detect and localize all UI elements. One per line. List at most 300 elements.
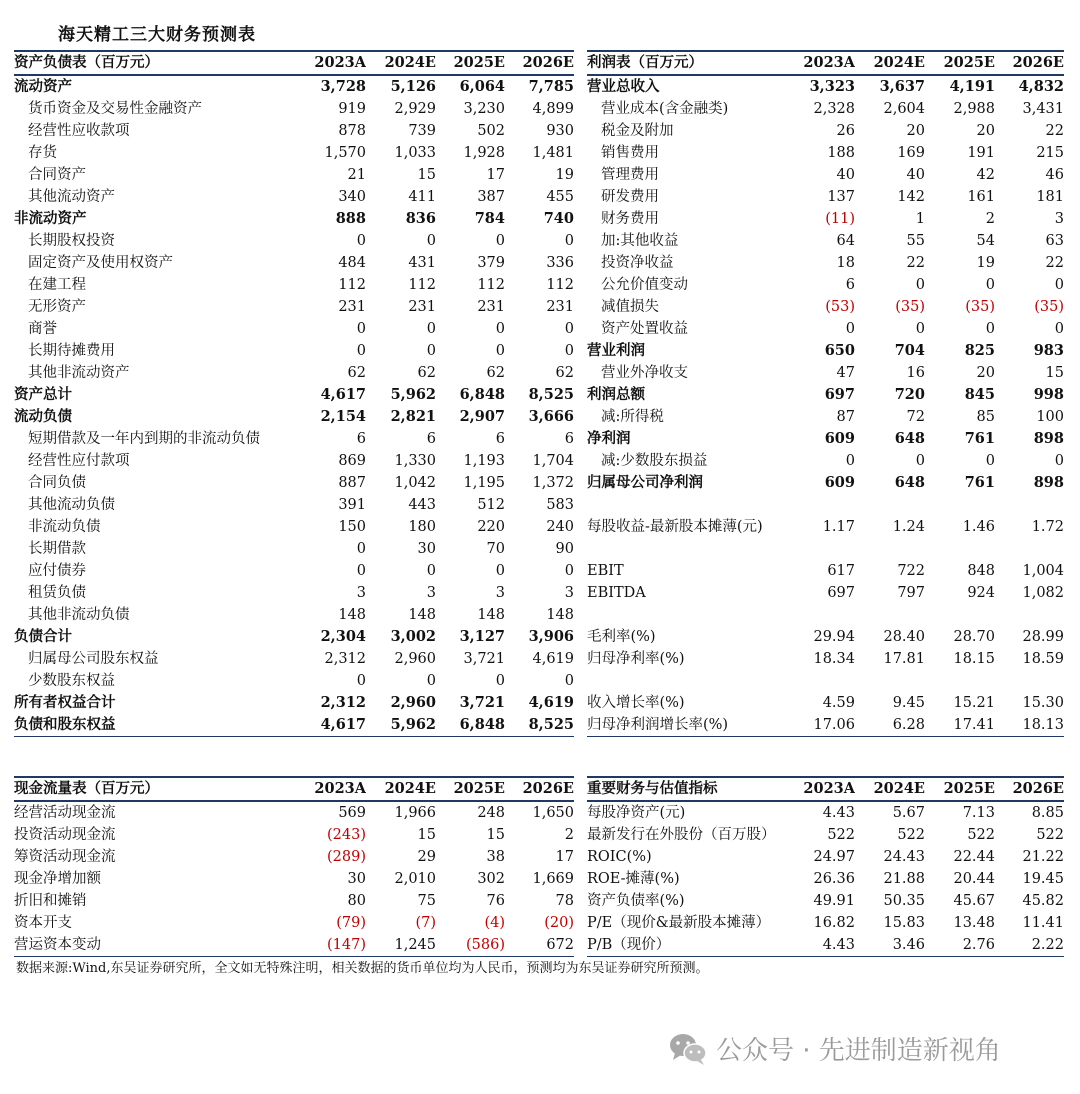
- value-cell: 161: [967, 189, 995, 205]
- year-header: 2024E: [366, 51, 436, 75]
- row-label: 非流动负债: [28, 519, 101, 535]
- value-cell: 0: [426, 563, 436, 579]
- year-header: 2026E: [995, 777, 1064, 801]
- row-label: 最新发行在外股份（百万股）: [587, 827, 776, 843]
- value-cell: 650: [824, 342, 855, 359]
- row-label: 营运资本变动: [14, 934, 296, 957]
- value-cell: 0: [985, 453, 995, 469]
- row-label: 公允价值变动: [601, 277, 688, 293]
- value-cell: 569: [338, 805, 366, 821]
- value-cell: 1,928: [463, 145, 505, 161]
- table-header-title: 资产负债表（百万元）: [14, 51, 296, 75]
- value-cell: 2,960: [390, 694, 436, 711]
- value-cell: [855, 604, 925, 626]
- row-label: 归母净利率(%): [587, 651, 685, 667]
- value-cell: 522: [1036, 827, 1064, 843]
- value-cell: 148: [408, 607, 436, 623]
- row-label: 短期借款及一年内到期的非流动负债: [28, 431, 260, 447]
- value-cell: 848: [967, 563, 995, 579]
- row-label: P/E（现价&最新股本摊薄）: [587, 915, 771, 931]
- table-row: [14, 582, 574, 604]
- value-cell: 2.76: [925, 934, 995, 957]
- row-label: 投资净收益: [601, 255, 674, 271]
- table-row: [587, 75, 1064, 98]
- row-label: 其他非流动资产: [28, 365, 130, 381]
- table-row: [587, 494, 1064, 516]
- value-cell: 7.13: [962, 805, 995, 821]
- row-label: 现金净增加额: [14, 871, 101, 887]
- value-cell: 63: [1045, 233, 1064, 249]
- value-cell: [995, 494, 1064, 516]
- value-cell: (20): [544, 915, 574, 931]
- year-header: 2023A: [785, 777, 855, 801]
- table-header-title: 重要财务与估值指标: [587, 777, 785, 801]
- table-row: [587, 142, 1064, 164]
- row-label: 研发费用: [601, 189, 659, 205]
- value-cell: 0: [356, 233, 366, 249]
- value-cell: 3,323: [809, 78, 855, 95]
- value-cell: 15: [486, 827, 505, 843]
- row-label: 净利润: [587, 430, 631, 447]
- value-cell: 0: [985, 321, 995, 337]
- value-cell: 6: [845, 277, 855, 293]
- table-header-title: 利润表（百万元）: [587, 51, 785, 75]
- value-cell: 898: [1033, 474, 1064, 491]
- value-cell: 2: [564, 827, 574, 843]
- value-cell: 38: [486, 849, 505, 865]
- balance-sheet-table: [14, 50, 574, 737]
- row-label: 其他流动负债: [28, 497, 115, 513]
- table-row: [14, 472, 574, 494]
- row-label: 筹资活动现金流: [14, 849, 116, 865]
- value-cell: 4.59: [822, 695, 855, 711]
- value-cell: [785, 670, 855, 692]
- table-row: [14, 75, 574, 98]
- value-cell: 3,431: [1022, 101, 1064, 117]
- row-label: 长期待摊费用: [28, 343, 115, 359]
- row-label: 归母净利润增长率(%): [587, 714, 785, 737]
- value-cell: 3: [1054, 211, 1064, 227]
- value-cell: 72: [906, 409, 925, 425]
- value-cell: 2,907: [459, 408, 505, 425]
- value-cell: 4,899: [532, 101, 574, 117]
- row-label: EBIT: [587, 563, 624, 579]
- value-cell: 0: [356, 563, 366, 579]
- value-cell: 983: [1033, 342, 1064, 359]
- table-header-title: 现金流量表（百万元）: [14, 777, 296, 801]
- value-cell: 21.88: [883, 871, 925, 887]
- value-cell: 137: [827, 189, 855, 205]
- value-cell: 17.81: [883, 651, 925, 667]
- value-cell: 28.70: [953, 629, 995, 645]
- value-cell: 1,004: [1022, 563, 1064, 579]
- value-cell: 3,637: [879, 78, 925, 95]
- value-cell: 0: [495, 321, 505, 337]
- data-source-footnote: 数据来源:Wind,东吴证券研究所，全文如无特殊注明，相关数据的货币单位均为人民币，预测均为东吴证券研究所预测。: [16, 961, 709, 976]
- value-cell: 5.67: [892, 805, 925, 821]
- value-cell: 919: [338, 101, 366, 117]
- value-cell: (147): [296, 934, 366, 957]
- value-cell: [855, 670, 925, 692]
- row-label: 其他流动资产: [28, 189, 115, 205]
- page-title: 海天精工三大财务预测表: [58, 25, 256, 45]
- value-cell: 1,704: [532, 453, 574, 469]
- table-row: [14, 186, 574, 208]
- value-cell: 1.17: [822, 519, 855, 535]
- value-cell: 4,832: [1018, 78, 1064, 95]
- value-cell: 3: [564, 585, 574, 601]
- value-cell: 45.67: [953, 893, 995, 909]
- value-cell: 3,728: [320, 78, 366, 95]
- value-cell: 836: [405, 210, 436, 227]
- table-row: [587, 648, 1064, 670]
- value-cell: 1,966: [394, 805, 436, 821]
- value-cell: 231: [338, 299, 366, 315]
- value-cell: 0: [426, 673, 436, 689]
- value-cell: 869: [338, 453, 366, 469]
- value-cell: [785, 538, 855, 560]
- value-cell: 18.59: [1022, 651, 1064, 667]
- value-cell: 0: [915, 453, 925, 469]
- table-row: [587, 230, 1064, 252]
- value-cell: 512: [477, 497, 505, 513]
- row-label: 租赁负债: [28, 585, 86, 601]
- value-cell: 1.46: [962, 519, 995, 535]
- valuation-table: [587, 776, 1064, 957]
- year-header: 2024E: [855, 51, 925, 75]
- value-cell: 3: [356, 585, 366, 601]
- value-cell: 3,002: [390, 628, 436, 645]
- value-cell: 484: [338, 255, 366, 271]
- value-cell: 240: [546, 519, 574, 535]
- year-header: 2026E: [995, 51, 1064, 75]
- value-cell: 387: [477, 189, 505, 205]
- value-cell: 40: [906, 167, 925, 183]
- row-label: 营业总收入: [587, 78, 660, 95]
- table-row: [14, 801, 574, 824]
- value-cell: 697: [827, 585, 855, 601]
- value-cell: 2.22: [995, 934, 1064, 957]
- value-cell: 215: [1036, 145, 1064, 161]
- row-label: 归属母公司净利润: [587, 474, 703, 491]
- value-cell: 0: [845, 321, 855, 337]
- value-cell: 583: [546, 497, 574, 513]
- row-label: 税金及附加: [601, 123, 674, 139]
- value-cell: 8.85: [1031, 805, 1064, 821]
- value-cell: 181: [1036, 189, 1064, 205]
- value-cell: 20: [906, 123, 925, 139]
- value-cell: 0: [495, 343, 505, 359]
- value-cell: (35): [1034, 299, 1064, 315]
- value-cell: 522: [967, 827, 995, 843]
- value-cell: 761: [964, 474, 995, 491]
- table-row: [587, 208, 1064, 230]
- row-label: 在建工程: [28, 277, 86, 293]
- value-cell: 180: [408, 519, 436, 535]
- value-cell: 191: [967, 145, 995, 161]
- value-cell: 0: [564, 563, 574, 579]
- row-label: 营业利润: [587, 342, 645, 359]
- value-cell: 0: [495, 673, 505, 689]
- value-cell: 87: [836, 409, 855, 425]
- value-cell: 42: [976, 167, 995, 183]
- table-row: [14, 428, 574, 450]
- wechat-icon: [668, 1031, 708, 1067]
- value-cell: 739: [408, 123, 436, 139]
- table-row: [587, 868, 1064, 890]
- value-cell: 112: [546, 277, 574, 293]
- value-cell: (35): [965, 299, 995, 315]
- row-label: 减值损失: [601, 299, 659, 315]
- table-row: [587, 296, 1064, 318]
- row-label: 每股收益-最新股本摊薄(元): [587, 519, 763, 535]
- row-label: EBITDA: [587, 585, 646, 601]
- table-row: [14, 384, 574, 406]
- value-cell: 0: [564, 343, 574, 359]
- value-cell: 0: [1054, 321, 1064, 337]
- row-label: 其他非流动负债: [28, 607, 130, 623]
- value-cell: 672: [505, 934, 574, 957]
- value-cell: 2,154: [320, 408, 366, 425]
- value-cell: 0: [356, 321, 366, 337]
- value-cell: [785, 494, 855, 516]
- value-cell: 188: [827, 145, 855, 161]
- row-label: 存货: [28, 145, 57, 161]
- year-header: 2025E: [925, 51, 995, 75]
- value-cell: 5,126: [390, 78, 436, 95]
- value-cell: 19: [976, 255, 995, 271]
- value-cell: 5,962: [366, 714, 436, 737]
- value-cell: 29: [417, 849, 436, 865]
- value-cell: 2,960: [394, 651, 436, 667]
- value-cell: 0: [1054, 453, 1064, 469]
- table-row: [587, 516, 1064, 538]
- value-cell: 8,525: [528, 386, 574, 403]
- table-row: [587, 164, 1064, 186]
- value-cell: 1,570: [324, 145, 366, 161]
- table-row: [14, 604, 574, 626]
- value-cell: 20.44: [953, 871, 995, 887]
- value-cell: 112: [477, 277, 505, 293]
- value-cell: 1,372: [532, 475, 574, 491]
- row-label: 资产总计: [14, 386, 72, 403]
- value-cell: 0: [356, 541, 366, 557]
- row-label: ROIC(%): [587, 849, 652, 865]
- value-cell: 4.43: [822, 805, 855, 821]
- row-label: 负债合计: [14, 628, 72, 645]
- table-row: [587, 934, 1064, 957]
- value-cell: 1: [915, 211, 925, 227]
- row-label: 无形资产: [28, 299, 86, 315]
- table-row: [14, 670, 574, 692]
- table-row: [587, 604, 1064, 626]
- value-cell: 21.22: [1022, 849, 1064, 865]
- value-cell: 6: [495, 431, 505, 447]
- value-cell: [855, 538, 925, 560]
- row-label: 合同负债: [28, 475, 86, 491]
- row-label: 经营性应收款项: [28, 123, 130, 139]
- value-cell: 0: [564, 233, 574, 249]
- table-row: [14, 296, 574, 318]
- value-cell: 6: [564, 431, 574, 447]
- value-cell: 78: [555, 893, 574, 909]
- value-cell: 4,619: [532, 651, 574, 667]
- row-label: 流动负债: [14, 408, 72, 425]
- value-cell: 3.46: [855, 934, 925, 957]
- row-label: 合同资产: [28, 167, 86, 183]
- table-row: [14, 164, 574, 186]
- value-cell: [995, 670, 1064, 692]
- value-cell: 0: [495, 563, 505, 579]
- year-header: 2025E: [925, 777, 995, 801]
- row-label: 营业外净收支: [601, 365, 688, 381]
- value-cell: 3,721: [459, 694, 505, 711]
- value-cell: 2,312: [324, 651, 366, 667]
- row-label: 货币资金及交易性金融资产: [28, 101, 202, 117]
- table-row: [14, 98, 574, 120]
- value-cell: 17: [555, 849, 574, 865]
- value-cell: 21: [347, 167, 366, 183]
- value-cell: 0: [356, 343, 366, 359]
- row-label: P/B（现价）: [587, 934, 785, 957]
- value-cell: (11): [825, 211, 855, 227]
- row-label: 负债和股东权益: [14, 714, 296, 737]
- value-cell: 898: [1033, 430, 1064, 447]
- value-cell: [925, 494, 995, 516]
- value-cell: 20: [976, 123, 995, 139]
- table-row: [14, 934, 574, 957]
- value-cell: 148: [338, 607, 366, 623]
- value-cell: 1,669: [532, 871, 574, 887]
- table-row: [587, 340, 1064, 362]
- value-cell: (4): [484, 915, 505, 931]
- value-cell: 2: [985, 211, 995, 227]
- value-cell: 3,906: [528, 628, 574, 645]
- value-cell: 13.48: [953, 915, 995, 931]
- row-label: 少数股东权益: [28, 673, 115, 689]
- value-cell: 3: [426, 585, 436, 601]
- value-cell: 22: [1045, 255, 1064, 271]
- value-cell: 6: [426, 431, 436, 447]
- value-cell: 924: [967, 585, 995, 601]
- value-cell: (243): [327, 827, 366, 843]
- table-row: [14, 516, 574, 538]
- value-cell: 24.43: [883, 849, 925, 865]
- value-cell: 0: [915, 321, 925, 337]
- value-cell: 80: [347, 893, 366, 909]
- value-cell: 930: [546, 123, 574, 139]
- value-cell: 3: [495, 585, 505, 601]
- value-cell: 49.91: [813, 893, 855, 909]
- value-cell: 0: [564, 321, 574, 337]
- table-row: [587, 428, 1064, 450]
- value-cell: 4,191: [949, 78, 995, 95]
- value-cell: 887: [338, 475, 366, 491]
- value-cell: (586): [436, 934, 505, 957]
- year-header: 2026E: [505, 51, 574, 75]
- table-row: [587, 801, 1064, 824]
- year-header: 2025E: [436, 51, 505, 75]
- value-cell: 740: [543, 210, 574, 227]
- year-header: 2023A: [296, 777, 366, 801]
- table-row: [587, 384, 1064, 406]
- table-row: [14, 406, 574, 428]
- value-cell: (35): [895, 299, 925, 315]
- table-row: [587, 714, 1064, 737]
- value-cell: 3,666: [528, 408, 574, 425]
- table-row: [14, 560, 574, 582]
- value-cell: (7): [415, 915, 436, 931]
- row-label: 长期股权投资: [28, 233, 115, 249]
- value-cell: 45.82: [1022, 893, 1064, 909]
- value-cell: 18.34: [813, 651, 855, 667]
- row-label: ROE-摊薄(%): [587, 871, 680, 887]
- row-label: 所有者权益合计: [14, 694, 116, 711]
- table-row: [14, 626, 574, 648]
- value-cell: 784: [474, 210, 505, 227]
- value-cell: 720: [894, 386, 925, 403]
- value-cell: 411: [408, 189, 436, 205]
- row-label: 经营性应付款项: [28, 453, 130, 469]
- value-cell: 142: [897, 189, 925, 205]
- row-label: 资产负债率(%): [587, 893, 685, 909]
- value-cell: 220: [477, 519, 505, 535]
- table-row: [587, 252, 1064, 274]
- value-cell: 3,721: [463, 651, 505, 667]
- value-cell: 22: [1045, 123, 1064, 139]
- row-label: 资产处置收益: [601, 321, 688, 337]
- value-cell: 15.83: [883, 915, 925, 931]
- value-cell: 62: [347, 365, 366, 381]
- cash-flow-table: [14, 776, 574, 957]
- table-row: [587, 582, 1064, 604]
- table-row: [587, 890, 1064, 912]
- table-row: [14, 714, 574, 737]
- row-label: 管理费用: [601, 167, 659, 183]
- value-cell: 648: [894, 430, 925, 447]
- value-cell: 1,033: [394, 145, 436, 161]
- value-cell: [995, 604, 1064, 626]
- value-cell: 648: [894, 474, 925, 491]
- value-cell: 50.35: [883, 893, 925, 909]
- value-cell: 2,010: [394, 871, 436, 887]
- table-row: [587, 406, 1064, 428]
- value-cell: 797: [897, 585, 925, 601]
- table-row: [14, 274, 574, 296]
- value-cell: 502: [477, 123, 505, 139]
- value-cell: 100: [1036, 409, 1064, 425]
- table-row: [14, 120, 574, 142]
- row-label: 资本开支: [14, 915, 72, 931]
- value-cell: 85: [976, 409, 995, 425]
- income-statement-table: [587, 50, 1064, 737]
- table-row: [14, 450, 574, 472]
- value-cell: 30: [347, 871, 366, 887]
- value-cell: 825: [964, 342, 995, 359]
- value-cell: 391: [338, 497, 366, 513]
- watermark-text: 公众号 · 先进制造新视角: [716, 1036, 1001, 1066]
- value-cell: 47: [836, 365, 855, 381]
- table-row: [14, 252, 574, 274]
- table-row: [587, 824, 1064, 846]
- value-cell: 0: [426, 321, 436, 337]
- value-cell: (53): [825, 299, 855, 315]
- year-header: 2024E: [366, 777, 436, 801]
- value-cell: 0: [1054, 277, 1064, 293]
- value-cell: 17.41: [925, 714, 995, 737]
- value-cell: 2,604: [883, 101, 925, 117]
- row-label: 应付债券: [28, 563, 86, 579]
